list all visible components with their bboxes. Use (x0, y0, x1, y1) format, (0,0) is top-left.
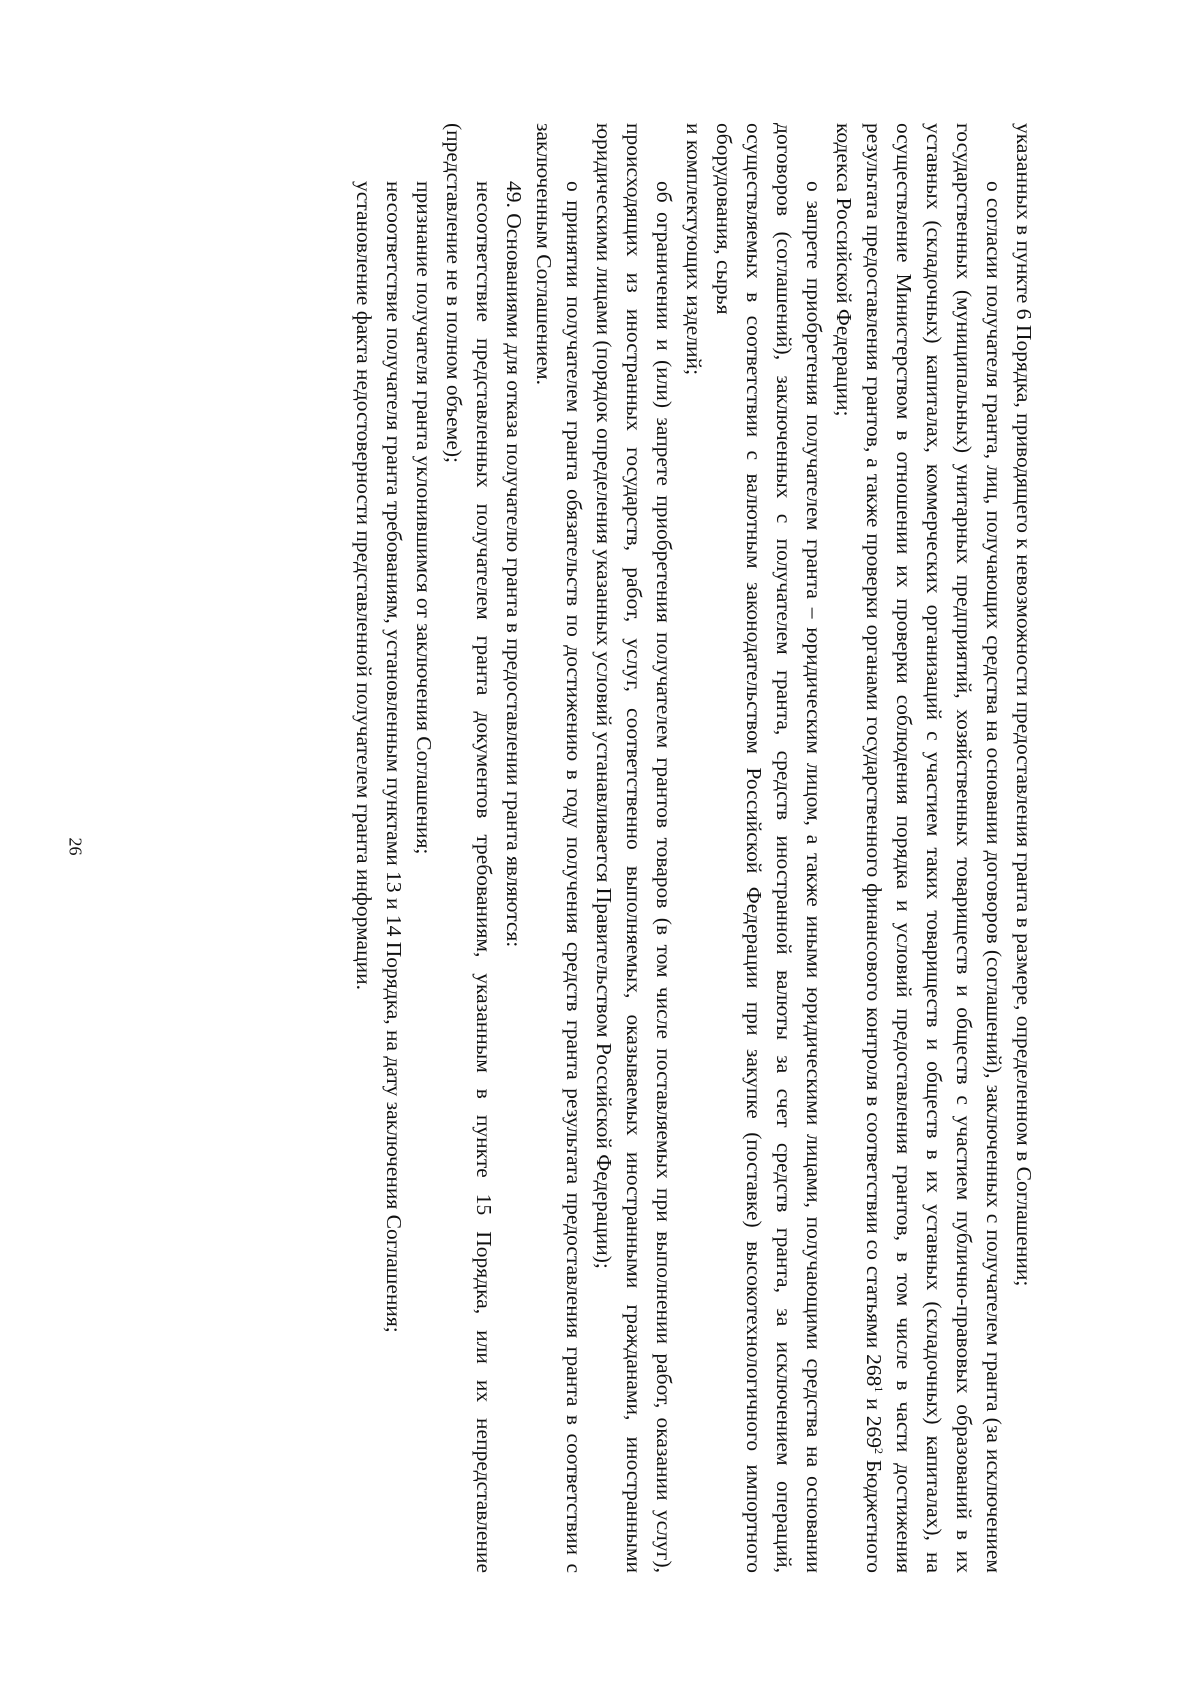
paragraph-4: и комплектующих изделий; (682, 123, 706, 376)
paragraph-11: установление факта недостоверности представленной получателем гранта информации. (352, 181, 376, 990)
paragraph-9: признание получателя гранта уклонившимся от заключения Соглашения; (412, 181, 436, 855)
paragraph-2-tail: Бюджетного кодекса Российской Федерации; (832, 123, 886, 1573)
superscript-269: 2 (872, 1448, 887, 1455)
paragraph-10: несоответствие получателя гранта требованиям, установленным пунктами 13 и 14 Порядка, на дату заключения Соглашения; (382, 181, 406, 1333)
superscript-268: 1 (872, 1386, 887, 1393)
document-body (159, 123, 1039, 1573)
paragraph-1: указанных в пункте 6 Порядка, приводящего к невозможности предоставления гранта в размере, определенном в Соглашении; (1012, 123, 1036, 1287)
paragraph-7: 49. Основаниями для отказа получателю гранта в предоставлении гранта являются: (502, 181, 526, 948)
paragraph-6: о принятии получателем гранта обязательств по достижению в году получения средств гранта результата предоставления гранта в соответствии с заключенным Соглашением. (532, 123, 586, 1573)
page-number: 26 (65, 837, 86, 856)
paragraph-2-mid: и 269 (862, 1392, 886, 1449)
paragraph-5: об ограничении и (или) запрете приобретения получателем грантов товаров (в том числе поставляемых при выполнении работ, оказании услуг), происходящих из иностранных государств, работ, услуг, соответственно выполняемых, оказываемых иностранными гражданами, иностранными юридическими лицами (порядок определения указанных условий устанавливается Правительством Российской Федерации); (592, 123, 676, 1573)
paragraph-3: о запрете приобретения получателем гранта – юридическим лицом, а также иными юридическими лицами, получающими средства на основании договоров (соглашений), заключенных с получателем гранта, средств иностранной валюты за счет средств гранта, за исключением операций, осуществляемых в соответствии с валютным законодательством Российской Федерации при закупке (поставке) высокотехнологичного импортного оборудования, сырья (712, 123, 826, 1573)
paragraph-2 (829, 123, 1009, 1573)
paragraph-2-text: о согласии получателя гранта, лиц, получающих средства на основании договоров (соглашений), заключенных с получателем гранта (за исключением государственных (муниципальных) унитарных предприятий, хозяйственных товариществ и обществ с участием публично-правовых образований в их уставных (складочных) капиталах, коммерческих организаций с участием таких товариществ и обществ в их уставных (складочных) капиталах), на осуществление Министерством в отношении их проверки соблюдения порядка и условий предоставления грантов, в том числе в части достижения результата предоставления грантов, а также проверки органами государственного финансового контроля в соответствии со статьями 268 (862, 123, 1006, 1573)
paragraph-8: несоответствие представленных получателем гранта документов требованиям, указанным в пункте 15 Порядка, или их непредставление (представление не в полном объеме); (442, 123, 496, 1573)
